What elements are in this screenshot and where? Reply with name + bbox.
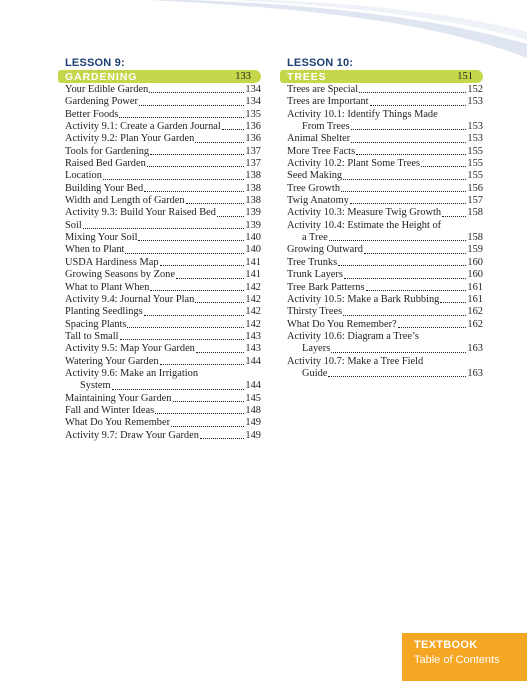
toc-entry-page: 144 [245,380,261,392]
lesson-9-entries [65,84,261,442]
toc-entry-page: 149 [245,417,261,429]
toc-entry-title: Trunk Layers [287,269,343,281]
toc-entry-page: 137 [245,145,261,157]
lesson-10-column [287,57,483,380]
toc-entry[interactable] [65,232,261,244]
dot-leader [442,216,466,217]
toc-entry-page: 162 [467,306,483,318]
toc-entry[interactable] [65,269,261,281]
dot-leader [160,364,245,365]
toc-entry-page: 161 [467,281,483,293]
toc-entry-title-continued: a Tree [302,232,328,244]
dot-leader [103,179,244,180]
toc-entry[interactable] [287,84,483,96]
toc-entry-page: 161 [467,293,483,305]
dot-leader [196,352,245,353]
dot-leader [171,426,244,427]
badge-line-2: Table of Contents [414,654,500,666]
toc-entry[interactable] [287,96,483,108]
lesson-10-entries [287,84,483,380]
toc-entry-page: 148 [245,404,261,416]
toc-entry[interactable] [287,306,483,318]
toc-entry[interactable] [65,306,261,318]
toc-entry-page: 163 [467,343,483,355]
toc-entry[interactable] [65,109,261,121]
toc-entry-page: 158 [467,232,483,244]
toc-entry[interactable] [287,220,483,232]
dot-leader [112,389,245,390]
dot-leader [398,327,467,328]
textbook-toc-badge[interactable] [402,633,527,681]
toc-entry-page: 142 [245,318,261,330]
toc-entry-title: Growing Seasons by Zone [65,269,175,281]
dot-leader [120,339,245,340]
toc-entry-page: 153 [467,133,483,145]
toc-entry-title: Seed Making [287,170,343,182]
toc-entry-page: 142 [245,281,261,293]
toc-entry-title: Activity 9.4: Journal Your Plan [65,293,195,305]
dot-leader [341,191,466,192]
toc-entry-title: USDA Hardiness Map [65,256,159,268]
toc-entry[interactable] [65,393,261,405]
dot-leader [329,240,467,241]
toc-entry-page: 136 [245,121,261,133]
toc-entry[interactable] [287,244,483,256]
toc-entry-title: Activity 9.5: Map Your Garden [65,343,195,355]
toc-entry[interactable] [65,195,261,207]
lesson-10-title-bar[interactable] [283,70,483,83]
dot-leader [138,240,244,241]
toc-entry-title: Activity 10.3: Measure Twig Growth [287,207,442,219]
dot-leader [328,376,466,377]
toc-entry-title: Your Edible Garden [65,84,149,95]
toc-entry-title: Activity 10.4: Estimate the Height of [287,219,442,231]
toc-entry-title: Activity 9.3: Build Your Raised Bed [65,207,216,219]
toc-entry-title: Tree Growth [287,182,341,194]
dot-leader [343,315,466,316]
toc-entry-page: 152 [467,84,483,95]
dot-leader [222,129,245,130]
dot-leader [125,253,244,254]
dot-leader [173,401,245,402]
dot-leader [344,278,467,279]
toc-entry[interactable] [287,319,483,331]
toc-entry[interactable] [65,133,261,145]
toc-entry[interactable] [65,356,261,368]
toc-entry-title: Gardening Power [65,96,139,108]
toc-entry-page: 158 [467,207,483,219]
dot-leader [350,203,467,204]
dot-leader [144,191,244,192]
toc-entry[interactable] [287,356,483,368]
lesson-10-label: LESSON 10: [287,57,354,69]
toc-entry-title: Twig Anatomy [287,195,349,207]
toc-entry-page: 162 [467,318,483,330]
toc-entry-title: Tree Bark Patterns [287,281,365,293]
toc-entry[interactable] [65,207,261,219]
dot-leader [200,438,245,439]
toc-entry-title-continued: System [80,380,111,392]
dot-leader [195,302,244,303]
toc-entry-title: Activity 10.2: Plant Some Trees [287,158,421,170]
toc-entry-title: Watering Your Garden [65,355,159,367]
dot-leader [217,216,244,217]
dot-leader [147,166,245,167]
lesson-10-page: 151 [457,71,473,82]
toc-entry-title: What Do You Remember [65,417,171,429]
toc-entry-title: Fall and Winter Ideas [65,404,155,416]
toc-entry-title: Planting Seedlings [65,306,143,318]
toc-entry-page: 138 [245,170,261,182]
toc-entry[interactable] [65,417,261,429]
toc-entry-title: What to Plant When [65,281,150,293]
lesson-9-title: GARDENING [65,70,138,83]
toc-entry-continued[interactable] [287,232,483,244]
toc-entry-title: Mixing Your Soil [65,232,138,244]
dot-leader [356,154,466,155]
toc-entry[interactable] [65,170,261,182]
toc-entry-title: Activity 9.7: Draw Your Garden [65,429,199,441]
toc-entry[interactable] [287,207,483,219]
toc-entry[interactable] [65,220,261,232]
toc-entry-page: 136 [245,133,261,145]
dot-leader [338,265,466,266]
toc-entry[interactable] [65,405,261,417]
toc-entry-page: 153 [467,96,483,108]
toc-entry-continued[interactable] [65,380,261,392]
toc-entry-page: 135 [245,108,261,120]
toc-entry-page: 141 [245,256,261,268]
toc-entry-title: Tall to Small [65,330,119,342]
toc-entry-title: Soil [65,219,82,231]
toc-entry-page: 141 [245,269,261,281]
toc-entry-title: When to Plant [65,244,125,256]
toc-entry-page: 157 [467,195,483,207]
toc-entry[interactable] [65,84,261,96]
toc-entry-title: Tree Trunks [287,256,338,268]
toc-entry-title: Activity 9.1: Create a Garden Journal [65,121,221,133]
lesson-10-title: TREES [287,70,327,83]
toc-entry-page: 156 [467,182,483,194]
toc-entry[interactable] [65,430,261,442]
toc-entry-page: 134 [245,96,261,108]
toc-entry[interactable] [287,109,483,121]
toc-entry-page: 149 [245,429,261,441]
toc-entry[interactable] [65,121,261,133]
toc-entry-page: 145 [245,392,261,404]
toc-entry[interactable] [287,183,483,195]
dot-leader [160,265,245,266]
dot-leader [195,142,244,143]
lesson-9-title-bar[interactable] [61,70,261,83]
toc-entry[interactable] [287,195,483,207]
toc-entry-page: 160 [467,256,483,268]
toc-entry-page: 142 [245,293,261,305]
toc-entry-title: Raised Bed Garden [65,158,146,170]
toc-entry-title: What Do You Remember? [287,318,397,330]
toc-entry-title: Trees are Special [287,84,359,95]
toc-entry-title: Activity 10.1: Identify Things Made [287,108,438,120]
toc-entry[interactable] [65,158,261,170]
toc-entry-continued[interactable] [287,368,483,380]
dot-leader [351,142,466,143]
dot-leader [150,154,244,155]
toc-entry[interactable] [287,158,483,170]
lesson-9-label: LESSON 9: [65,57,125,69]
badge-line-1: TEXTBOOK [414,639,478,651]
toc-entry-page: 134 [245,84,261,95]
toc-entry[interactable] [287,146,483,158]
lesson-9-page: 133 [235,71,251,82]
dot-leader [331,352,466,353]
toc-entry[interactable] [65,257,261,269]
dot-leader [370,105,467,106]
toc-entry-title: Thirsty Trees [287,306,343,318]
toc-entry-title: Activity 9.2: Plan Your Garden [65,133,195,145]
dot-leader [144,315,245,316]
lesson-9-column [65,57,261,442]
toc-entry-title: Tools for Gardening [65,145,150,157]
toc-entry-page: 143 [245,343,261,355]
dot-leader [364,253,467,254]
toc-entry[interactable] [287,269,483,281]
toc-entry-page: 159 [467,244,483,256]
toc-entry-page: 140 [245,244,261,256]
dot-leader [139,105,244,106]
toc-entry[interactable] [287,282,483,294]
toc-entry[interactable] [287,331,483,343]
toc-entry-title: Location [65,170,102,182]
toc-entry[interactable] [287,257,483,269]
toc-entry-title: Building Your Bed [65,182,144,194]
toc-entry-page: 139 [245,219,261,231]
toc-entry[interactable] [65,96,261,108]
toc-entry-title: More Tree Facts [287,145,356,157]
toc-entry-title: Maintaining Your Garden [65,392,172,404]
dot-leader [149,92,244,93]
toc-entry[interactable] [287,294,483,306]
toc-entry-title: Spacing Plants [65,318,127,330]
toc-entry-page: 155 [467,158,483,170]
dot-leader [359,92,466,93]
toc-entry-page: 163 [467,367,483,379]
toc-entry[interactable] [287,170,483,182]
toc-entry-title-continued: From Trees [302,121,350,133]
dot-leader [150,290,244,291]
header-swoosh [0,0,527,60]
toc-entry-page: 139 [245,207,261,219]
toc-entry-title-continued: Guide [302,367,328,379]
toc-entry[interactable] [287,133,483,145]
dot-leader [421,166,466,167]
toc-entry-title: Activity 10.5: Make a Bark Rubbing [287,293,440,305]
dot-leader [83,228,245,229]
toc-entry-page: 137 [245,158,261,170]
toc-entry-page: 138 [245,195,261,207]
toc-entry-title: Growing Outward [287,244,363,256]
toc-entry[interactable] [65,146,261,158]
toc-entry-title-continued: Layers [302,343,331,355]
dot-leader [155,413,244,414]
toc-entry[interactable] [65,368,261,380]
toc-entry-page: 160 [467,269,483,281]
toc-entry-page: 140 [245,232,261,244]
toc-entry[interactable] [65,244,261,256]
toc-entry[interactable] [65,343,261,355]
toc-entry-page: 143 [245,330,261,342]
toc-entry-title: Activity 10.7: Make a Tree Field [287,355,424,367]
toc-entry-title: Animal Shelter [287,133,351,145]
dot-leader [127,327,244,328]
toc-entry-page: 155 [467,170,483,182]
toc-entry-title: Better Foods [65,108,119,120]
dot-leader [176,278,244,279]
toc-entry[interactable] [65,183,261,195]
dot-leader [119,117,244,118]
toc-entry-continued[interactable] [287,343,483,355]
toc-entry-title: Activity 10.6: Diagram a Tree’s [287,330,419,342]
toc-entry-page: 144 [245,355,261,367]
toc-entry-page: 153 [467,121,483,133]
toc-entry-page: 155 [467,145,483,157]
toc-entry-continued[interactable] [287,121,483,133]
toc-entry-page: 142 [245,306,261,318]
toc-entry-title: Trees are Important [287,96,369,108]
toc-entry[interactable] [65,331,261,343]
dot-leader [351,129,467,130]
dot-leader [366,290,467,291]
dot-leader [186,203,245,204]
toc-entry-page: 138 [245,182,261,194]
dot-leader [440,302,466,303]
toc-entry[interactable] [65,294,261,306]
toc-entry-title: Width and Length of Garden [65,195,185,207]
dot-leader [343,179,466,180]
toc-entry-title: Activity 9.6: Make an Irrigation [65,367,199,379]
toc-entry[interactable] [65,319,261,331]
toc-entry[interactable] [65,282,261,294]
